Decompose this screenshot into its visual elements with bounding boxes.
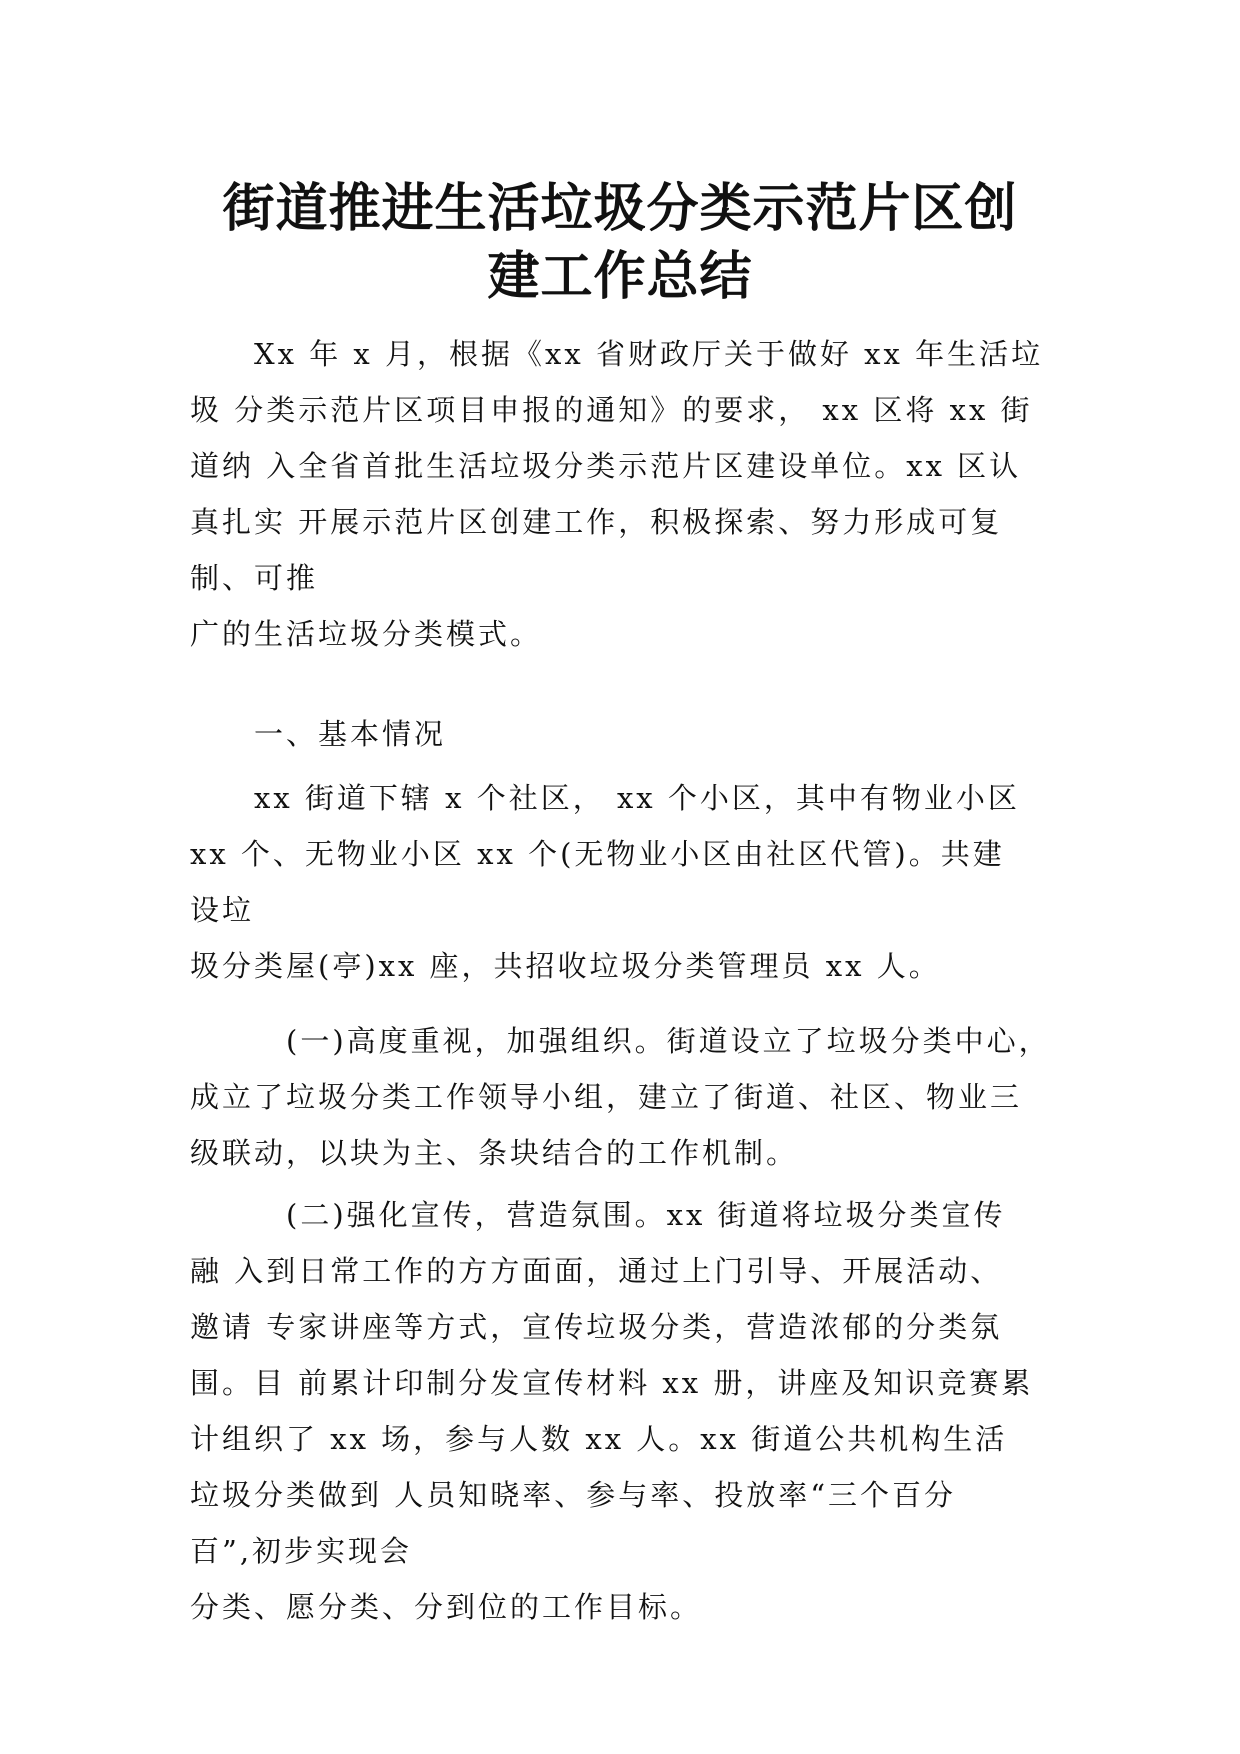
- paragraph-organization: [190, 1013, 1070, 1181]
- text-line: 圾 分类示范片区项目申报的通知》的要求， xx 区将 xx 街: [190, 393, 1033, 427]
- text-line: 制、可推: [190, 561, 319, 595]
- title-line-2: 建工作总结: [487, 247, 753, 307]
- paragraph-intro: [190, 326, 1070, 662]
- text-line: 设垃: [190, 893, 255, 927]
- text-line: 广的生活垃圾分类模式。: [190, 617, 543, 651]
- text-line: Xx 年 x 月，根据《xx 省财政厅关于做好 xx 年生活垃: [190, 337, 1044, 371]
- text-line: 分类、愿分类、分到位的工作目标。: [190, 1590, 703, 1624]
- heading-text: 一、基本情况: [190, 717, 447, 751]
- text-line: 百”,初步实现会: [190, 1534, 413, 1568]
- text-line: 邀请 专家讲座等方式，宣传垃圾分类，营造浓郁的分类氛: [190, 1310, 1003, 1344]
- text-line: 道纳 入全省首批生活垃圾分类示范片区建设单位。xx 区认: [190, 449, 1022, 483]
- section-heading: [190, 706, 1070, 762]
- text-line: 真扎实 开展示范片区创建工作，积极探索、努力形成可复: [190, 505, 1003, 539]
- text-line: 融 入到日常工作的方方面面，通过上门引导、开展活动、: [190, 1254, 1003, 1288]
- document-title: [150, 175, 1090, 311]
- text-line: 级联动，以块为主、条块结合的工作机制。: [190, 1136, 799, 1170]
- paragraph-basic-info: [190, 770, 1070, 994]
- text-line: (二)强化宣传，营造氛围。xx 街道将垃圾分类宣传: [190, 1198, 1006, 1232]
- text-line: xx 个、无物业小区 xx 个(无物业小区由社区代管)。共建: [190, 837, 1005, 871]
- text-line: 计组织了 xx 场，参与人数 xx 人。xx 街道公共机构生活: [190, 1422, 1008, 1456]
- paragraph-publicity: [190, 1187, 1070, 1635]
- text-line: 圾分类屋(亭)xx 座，共招收垃圾分类管理员 xx 人。: [190, 949, 941, 983]
- text-line: (一)高度重视，加强组织。街道设立了垃圾分类中心，: [190, 1024, 1051, 1058]
- text-line: xx 街道下辖 x 个社区， xx 个小区，其中有物业小区: [190, 781, 1020, 815]
- text-line: 围。目 前累计印制分发宣传材料 xx 册，讲座及知识竞赛累: [190, 1366, 1034, 1400]
- title-line-1: 街道推进生活垃圾分类示范片区创: [222, 179, 1018, 239]
- text-line: 成立了垃圾分类工作领导小组，建立了街道、社区、物业三: [190, 1080, 1023, 1114]
- text-line: 垃圾分类做到 人员知晓率、参与率、投放率“三个百分: [190, 1478, 957, 1512]
